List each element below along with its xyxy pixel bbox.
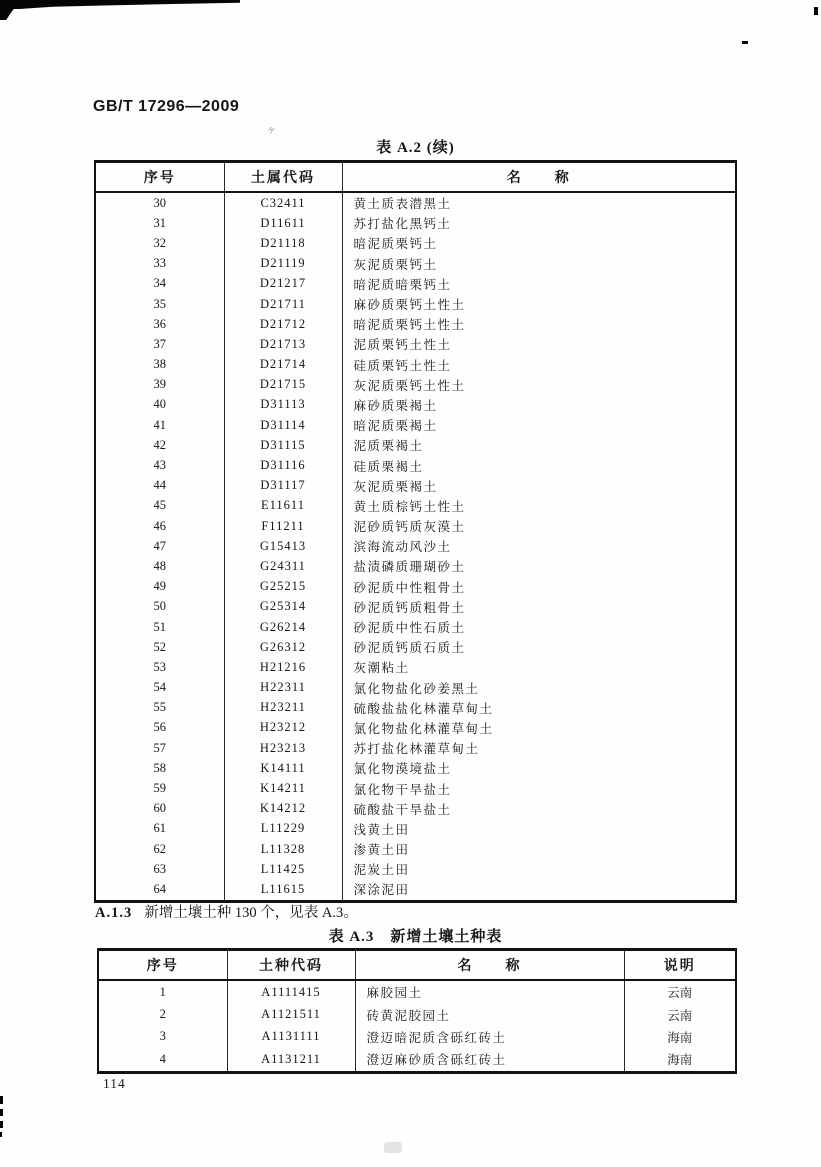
table-row	[95, 233, 736, 253]
table-cell: A1121511	[227, 1003, 355, 1025]
table-cell: D31117	[224, 476, 342, 496]
table-cell: D21711	[224, 294, 342, 314]
table-cell: 51	[95, 617, 224, 637]
table-cell: 31	[95, 213, 224, 233]
table-cell: 49	[95, 577, 224, 597]
table-cell: 麻胶园土	[355, 980, 624, 1003]
table-cell: L11328	[224, 839, 342, 859]
column-header: 名 称	[355, 950, 624, 981]
table-cell: 40	[95, 395, 224, 415]
table-row	[95, 476, 736, 496]
table-cell: 32	[95, 233, 224, 253]
table-row	[95, 678, 736, 698]
table-row	[95, 455, 736, 475]
table-cell: 46	[95, 516, 224, 536]
table-cell: D31116	[224, 455, 342, 475]
table-cell: 灰泥质栗钙土	[342, 254, 736, 274]
table-cell: D21715	[224, 375, 342, 395]
table-cell: 34	[95, 274, 224, 294]
table-cell: 暗泥质栗钙土性土	[342, 314, 736, 334]
table-cell: 硅质栗褐土	[342, 455, 736, 475]
table-cell: 35	[95, 294, 224, 314]
table-cell: 泥砂质钙质灰漠土	[342, 516, 736, 536]
table-cell: 55	[95, 698, 224, 718]
table-cell: 砂泥质钙质粗骨土	[342, 597, 736, 617]
table-row	[95, 496, 736, 516]
table-row	[95, 395, 736, 415]
table-row	[95, 617, 736, 637]
table-cell: D11611	[224, 213, 342, 233]
table-cell: 39	[95, 375, 224, 395]
table-cell: 62	[95, 839, 224, 859]
table-cell: 44	[95, 476, 224, 496]
table-cell: A1131111	[227, 1026, 355, 1048]
table-cell: 61	[95, 819, 224, 839]
table-cell: 澄迈麻砂质含砾红砖土	[355, 1048, 624, 1072]
table-a3-new-soil-types	[97, 948, 737, 1074]
table-cell: 59	[95, 778, 224, 798]
table-cell: 砂泥质中性石质土	[342, 617, 736, 637]
section-a13-paragraph	[95, 901, 358, 922]
table-cell: 滨海流动风沙土	[342, 536, 736, 556]
table-row	[95, 718, 736, 738]
table-cell: 泥炭土田	[342, 859, 736, 879]
table-cell: K14111	[224, 758, 342, 778]
table-cell: G26214	[224, 617, 342, 637]
table-cell: 氯化物盐化砂姜黑土	[342, 678, 736, 698]
table-cell: 暗泥质栗褐土	[342, 415, 736, 435]
table-cell: 52	[95, 637, 224, 657]
table-cell: L11615	[224, 879, 342, 901]
table-cell: D21119	[224, 254, 342, 274]
table-cell: 48	[95, 556, 224, 576]
scan-artifact-dash	[0, 1132, 2, 1137]
table-cell: 36	[95, 314, 224, 334]
table-row	[95, 254, 736, 274]
scan-artifact-dash	[0, 1096, 3, 1104]
table-cell: D21714	[224, 355, 342, 375]
table-row	[95, 738, 736, 758]
table-row	[95, 355, 736, 375]
table-cell: 硫酸盐干旱盐土	[342, 799, 736, 819]
table-cell: 暗泥质栗钙土	[342, 233, 736, 253]
table-cell: 苏打盐化黑钙土	[342, 213, 736, 233]
table-row	[95, 698, 736, 718]
table-row	[95, 839, 736, 859]
table-cell: 4	[98, 1048, 227, 1072]
table-row	[98, 1026, 736, 1048]
column-header: 序号	[98, 950, 227, 981]
table-row	[95, 556, 736, 576]
table-cell: 灰泥质栗钙土性土	[342, 375, 736, 395]
standard-code: GB/T 17296—2009	[93, 98, 240, 115]
table-cell: G15413	[224, 536, 342, 556]
table-cell: 砂泥质钙质石质土	[342, 637, 736, 657]
table-cell: C32411	[224, 192, 342, 213]
table-cell: 苏打盐化林灌草甸土	[342, 738, 736, 758]
table-cell: G26312	[224, 637, 342, 657]
table-cell: A1131211	[227, 1048, 355, 1072]
table-row	[95, 799, 736, 819]
scan-artifact-top-corner	[0, 0, 22, 20]
table-cell: E11611	[224, 496, 342, 516]
table-row	[95, 758, 736, 778]
section-a13-label: A.1.3	[95, 905, 133, 921]
table-row	[95, 314, 736, 334]
table-cell: D21713	[224, 334, 342, 354]
table-a2-title: 表 A.2 (续)	[376, 140, 455, 156]
table-cell: 云南	[624, 980, 736, 1003]
table-row	[95, 577, 736, 597]
table-cell: 浅黄土田	[342, 819, 736, 839]
scan-artifact-smudge	[384, 1142, 402, 1153]
table-cell: 53	[95, 657, 224, 677]
column-header: 名 称	[342, 162, 736, 193]
table-cell: H21216	[224, 657, 342, 677]
table-cell: D21712	[224, 314, 342, 334]
table-row	[95, 192, 736, 213]
table-cell: 硅质栗钙土性土	[342, 355, 736, 375]
scan-artifact-top-bar	[0, 0, 240, 9]
table-cell: 麻砂质栗褐土	[342, 395, 736, 415]
table-row	[98, 980, 736, 1003]
table-cell: 58	[95, 758, 224, 778]
table-cell: 50	[95, 597, 224, 617]
table-cell: 泥质栗钙土性土	[342, 334, 736, 354]
table-cell: 42	[95, 435, 224, 455]
table-row	[95, 274, 736, 294]
table-cell: F11211	[224, 516, 342, 536]
table-row	[95, 597, 736, 617]
table-cell: D31115	[224, 435, 342, 455]
table-cell: D21217	[224, 274, 342, 294]
table-cell: 63	[95, 859, 224, 879]
table-cell: H22311	[224, 678, 342, 698]
table-cell: 澄迈暗泥质含砾红砖土	[355, 1026, 624, 1048]
table-row	[95, 879, 736, 901]
table-cell: 云南	[624, 1003, 736, 1025]
table-cell: D31114	[224, 415, 342, 435]
table-cell: 深涂泥田	[342, 879, 736, 901]
scan-artifact-dash	[742, 41, 748, 44]
table-row	[95, 213, 736, 233]
table-cell: L11229	[224, 819, 342, 839]
table-row	[95, 657, 736, 677]
table-row	[95, 294, 736, 314]
table-row	[95, 435, 736, 455]
table-cell: G25215	[224, 577, 342, 597]
scan-artifact-dot	[814, 7, 818, 15]
table-cell: 盐渍磷质珊瑚砂土	[342, 556, 736, 576]
table-row	[98, 1003, 736, 1025]
table-cell: H23213	[224, 738, 342, 758]
table-row	[95, 637, 736, 657]
table-cell: 47	[95, 536, 224, 556]
table-cell: H23211	[224, 698, 342, 718]
table-cell: 33	[95, 254, 224, 274]
table-cell: 硫酸盐盐化林灌草甸土	[342, 698, 736, 718]
table-cell: G24311	[224, 556, 342, 576]
table-cell: 海南	[624, 1048, 736, 1072]
table-cell: 氯化物干旱盐土	[342, 778, 736, 798]
column-header: 土属代码	[224, 162, 342, 193]
table-cell: H23212	[224, 718, 342, 738]
table-cell: 1	[98, 980, 227, 1003]
table-cell: 黄土质表潜黑土	[342, 192, 736, 213]
section-a13-text: 新增土壤土种 130 个，见表 A.3。	[144, 905, 358, 921]
table-cell: 灰潮粘土	[342, 657, 736, 677]
stray-mark: ヶ	[266, 124, 277, 136]
table-cell: 56	[95, 718, 224, 738]
table-row	[95, 778, 736, 798]
column-header: 说明	[624, 950, 736, 981]
table-cell: 30	[95, 192, 224, 213]
table-cell: 45	[95, 496, 224, 516]
table-row	[95, 375, 736, 395]
table-cell: 氯化物漠境盐土	[342, 758, 736, 778]
table-cell: 3	[98, 1026, 227, 1048]
table-cell: 37	[95, 334, 224, 354]
table-cell: K14212	[224, 799, 342, 819]
table-cell: K14211	[224, 778, 342, 798]
table-a3-title: 表 A.3 新增土壤土种表	[328, 929, 503, 945]
table-cell: D31113	[224, 395, 342, 415]
table-cell: 泥质栗褐土	[342, 435, 736, 455]
table-cell: 麻砂质栗钙土性土	[342, 294, 736, 314]
table-cell: 60	[95, 799, 224, 819]
table-cell: 41	[95, 415, 224, 435]
table-cell: L11425	[224, 859, 342, 879]
table-cell: 黄土质棕钙土性土	[342, 496, 736, 516]
table-row	[95, 516, 736, 536]
table-cell: 砖黄泥胶园土	[355, 1003, 624, 1025]
column-header: 土种代码	[227, 950, 355, 981]
table-cell: 64	[95, 879, 224, 901]
table-row	[95, 334, 736, 354]
table-row	[95, 536, 736, 556]
table-row	[98, 1048, 736, 1072]
table-cell: 57	[95, 738, 224, 758]
page-number: 114	[103, 1076, 126, 1091]
table-row	[95, 859, 736, 879]
table-cell: 暗泥质暗栗钙土	[342, 274, 736, 294]
table-a2-soil-genus-codes	[94, 160, 737, 903]
scan-artifact-dash	[0, 1109, 3, 1116]
table-cell: 54	[95, 678, 224, 698]
table-cell: G25314	[224, 597, 342, 617]
table-cell: 2	[98, 1003, 227, 1025]
table-cell: 灰泥质栗褐土	[342, 476, 736, 496]
scan-artifact-dash	[0, 1121, 3, 1128]
table-cell: D21118	[224, 233, 342, 253]
column-header: 序号	[95, 162, 224, 193]
table-cell: A1111415	[227, 980, 355, 1003]
table-header-row	[98, 950, 736, 981]
table-cell: 渗黄土田	[342, 839, 736, 859]
table-cell: 38	[95, 355, 224, 375]
table-row	[95, 819, 736, 839]
table-cell: 43	[95, 455, 224, 475]
table-cell: 砂泥质中性粗骨土	[342, 577, 736, 597]
table-cell: 氯化物盐化林灌草甸土	[342, 718, 736, 738]
table-row	[95, 415, 736, 435]
table-header-row	[95, 162, 736, 193]
table-cell: 海南	[624, 1026, 736, 1048]
